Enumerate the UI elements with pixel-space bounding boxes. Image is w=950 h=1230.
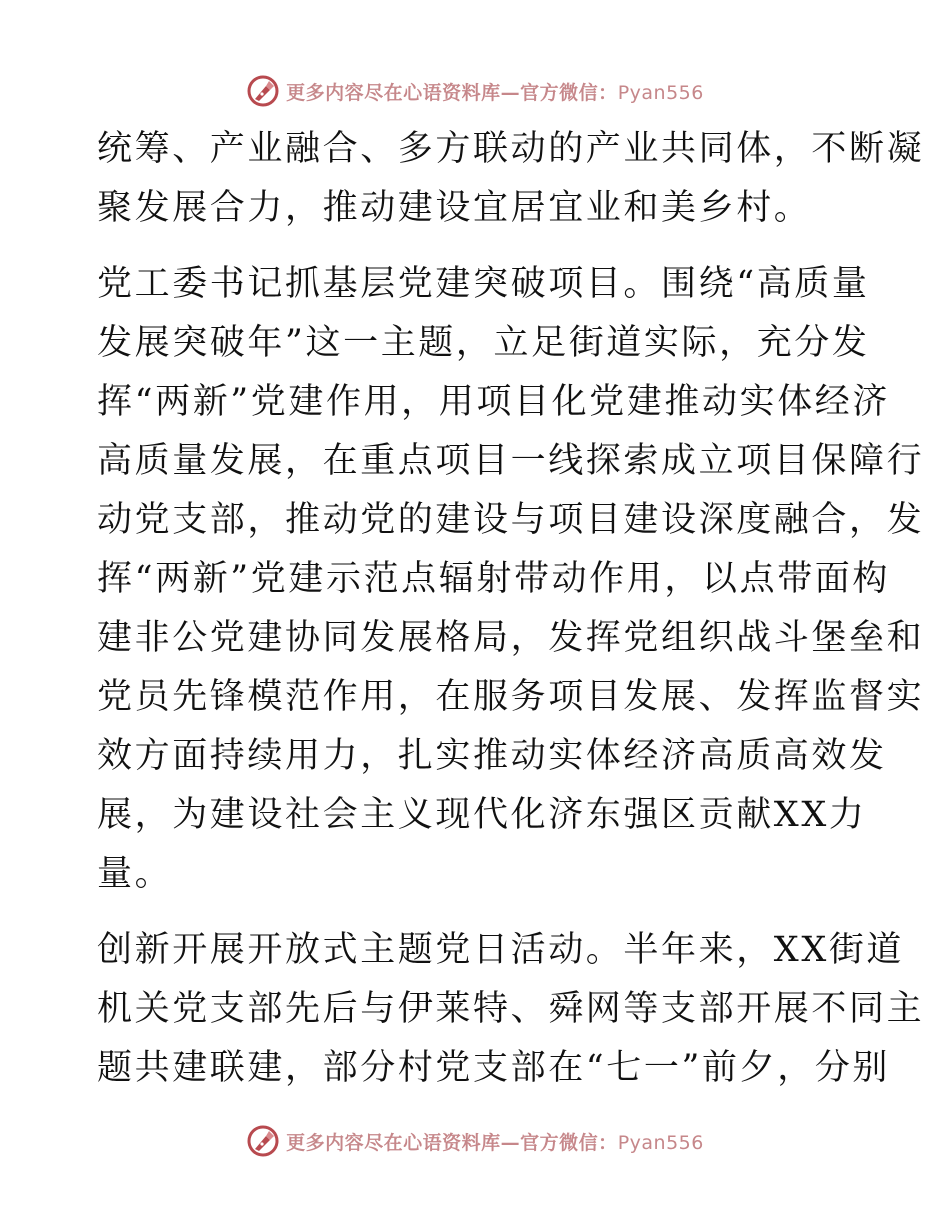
text-line: 挥“两新”党建作用，用项目化党建推动实体经济 — [97, 382, 890, 422]
paragraph — [97, 255, 925, 904]
watermark-text: 更多内容尽在心语资料库—官方微信：Pyan556 — [286, 1131, 704, 1154]
paragraph — [97, 921, 925, 1098]
text-line: 效方面持续用力，扎实推动实体经济高质高效发 — [97, 736, 887, 776]
pen-nib-logo-icon — [246, 1124, 280, 1158]
text-line: 动党支部，推动党的建设与项目建设深度融合，发 — [97, 500, 925, 540]
document-body — [97, 120, 925, 1098]
text-line: 党工委书记抓基层党建突破项目。围绕“高质量 — [97, 264, 870, 304]
pen-nib-logo-icon — [246, 74, 280, 108]
paragraph — [97, 120, 925, 238]
text-line: 机关党支部先后与伊莱特、舜网等支部开展不同主 — [97, 989, 925, 1029]
text-line: 统筹、产业融合、多方联动的产业共同体，不断凝 — [97, 129, 925, 169]
text-line: 聚发展合力，推动建设宜居宜业和美乡村。 — [97, 188, 812, 228]
text-line: 建非公党建协同发展格局，发挥党组织战斗堡垒和 — [97, 618, 925, 658]
text-line: 高质量发展，在重点项目一线探索成立项目保障行 — [97, 441, 925, 481]
header-watermark — [0, 71, 950, 111]
text-line: 党员先锋模范作用，在服务项目发展、发挥监督实 — [97, 677, 925, 717]
text-line: 展，为建设社会主义现代化济东强区贡献XX力 — [97, 795, 867, 835]
text-line: 创新开展开放式主题党日活动。半年来，XX街道 — [97, 930, 905, 970]
text-line: 挥“两新”党建示范点辐射带动作用，以点带面构 — [97, 559, 890, 599]
watermark-text: 更多内容尽在心语资料库—官方微信：Pyan556 — [286, 81, 704, 104]
text-line: 题共建联建，部分村党支部在“七一”前夕，分别 — [97, 1048, 890, 1088]
text-line: 量。 — [97, 854, 173, 894]
footer-watermark — [0, 1121, 950, 1161]
text-line: 发展突破年”这一主题，立足街道实际，充分发 — [97, 323, 870, 363]
